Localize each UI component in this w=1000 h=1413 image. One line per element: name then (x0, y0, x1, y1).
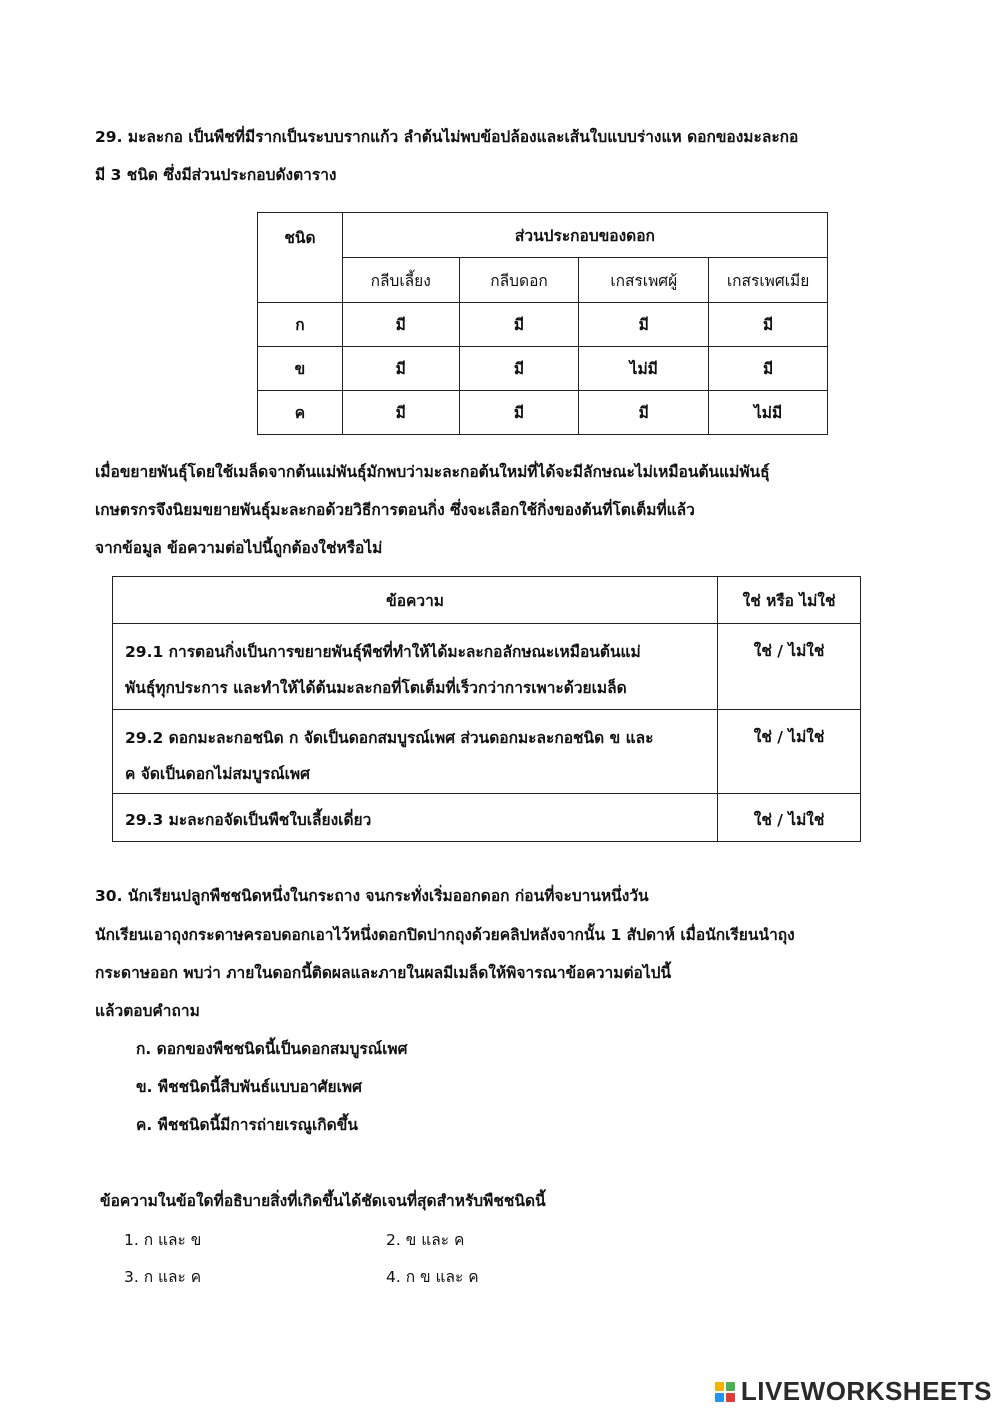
logo-blocks-icon (715, 1382, 735, 1402)
statement-cell (113, 624, 718, 710)
subheader-sepal: กลีบเลี้ยง (342, 258, 459, 303)
q30-statement-c: ค. พืชชนิดนี้มีการถ่ายเรณูเกิดขึ้น (136, 1116, 358, 1134)
q29-after-line2: เกษตรกรจึงนิยมขยายพันธุ์มะละกอด้วยวิธีการตอนกิ่ง ซึ่งจะเลือกใช้กิ่งของต้นที่โตเต็มที่แล้ว (95, 501, 695, 519)
table-cell: มี (342, 391, 459, 435)
q29-after-line3: จากข้อมูล ข้อความต่อไปนี้ถูกต้องใช่หรือไม่ (95, 539, 383, 557)
table-row (113, 710, 861, 794)
row-type: ก (258, 303, 343, 347)
statement-line: 29.2 ดอกมะละกอชนิด ก จัดเป็นดอกสมบูรณ์เพศ ส่วนดอกมะละกอชนิด ข และ (125, 729, 654, 747)
row-type: ค (258, 391, 343, 435)
table-cell: มี (459, 347, 579, 391)
statement-line: พันธุ์ทุกประการ และทำให้ได้ต้นมะละกอที่โตเต็มที่เร็วกว่าการเพาะด้วยเมล็ด (125, 679, 627, 697)
answer-choice[interactable]: ใช่ / ไม่ใช่ (718, 710, 861, 794)
liveworksheets-logo (715, 1376, 992, 1407)
header-statement: ข้อความ (113, 577, 718, 624)
q29-intro-line2: มี 3 ชนิด ซึ่งมีส่วนประกอบดังตาราง (95, 166, 337, 184)
table-row (113, 624, 861, 710)
logo-block (715, 1393, 724, 1402)
logo-block (726, 1382, 735, 1391)
table-row (258, 303, 828, 347)
table-cell: มี (709, 303, 828, 347)
table-cell: มี (459, 303, 579, 347)
q30-line3: กระดาษออก พบว่า ภายในดอกนี้ติดผลและภายในผลมีเมล็ดให้พิจารณาข้อความต่อไปนี้ (95, 964, 672, 982)
answer-choice[interactable]: ใช่ / ไม่ใช่ (718, 794, 861, 842)
statement-cell (113, 710, 718, 794)
table-cell: ไม่มี (579, 347, 709, 391)
table-row (258, 347, 828, 391)
q30-question: ข้อความในข้อใดที่อธิบายสิ่งที่เกิดขึ้นได้ชัดเจนที่สุดสำหรับพืชชนิดนี้ (100, 1192, 546, 1210)
statement-cell: 29.3 มะละกอจัดเป็นพืชใบเลี้ยงเดี่ยว (113, 794, 718, 842)
subheader-petal: กลีบดอก (459, 258, 579, 303)
logo-text: LIVEWORKSHEETS (740, 1376, 992, 1406)
table-cell: มี (709, 347, 828, 391)
table-row (113, 794, 861, 842)
q29-intro-line1: 29. มะละกอ เป็นพืชที่มีรากเป็นระบบรากแก้ว ลำต้นไม่พบข้อปล้องและเส้นใบแบบร่างแห ดอกของมะละกอ (95, 128, 799, 146)
flower-parts-table (257, 212, 828, 435)
choice-2[interactable]: 2. ข และ ค (386, 1231, 465, 1249)
table-cell: ไม่มี (709, 391, 828, 435)
answer-choice[interactable]: ใช่ / ไม่ใช่ (718, 624, 861, 710)
table-row (258, 391, 828, 435)
table-cell: มี (342, 347, 459, 391)
q30-line1: 30. นักเรียนปลูกพืชชนิดหนึ่งในกระถาง จนกระทั่งเริ่มออกดอก ก่อนที่จะบานหนึ่งวัน (95, 887, 649, 905)
q30-statement-a: ก. ดอกของพืชชนิดนี้เป็นดอกสมบูรณ์เพศ (136, 1040, 408, 1058)
logo-block (726, 1393, 735, 1402)
table-cell: มี (579, 303, 709, 347)
choice-3[interactable]: 3. ก และ ค (124, 1268, 202, 1286)
table-cell: มี (579, 391, 709, 435)
statement-line: ค จัดเป็นดอกไม่สมบูรณ์เพศ (125, 765, 310, 783)
subheader-pistil: เกสรเพศเมีย (709, 258, 828, 303)
choice-4[interactable]: 4. ก ข และ ค (386, 1268, 479, 1286)
logo-block (715, 1382, 724, 1391)
q30-line2: นักเรียนเอาถุงกระดาษครอบดอกเอาไว้หนึ่งดอกปิดปากถุงด้วยคลิปหลังจากนั้น 1 สัปดาห์ เมื่อนักเรียนนำถุง (95, 926, 795, 944)
header-answer: ใช่ หรือ ไม่ใช่ (718, 577, 861, 624)
q30-line4: แล้วตอบคำถาม (95, 1002, 200, 1020)
table-cell: มี (342, 303, 459, 347)
q29-after-line1: เมื่อขยายพันธุ์โดยใช้เมล็ดจากต้นแม่พันธุ์มักพบว่ามะละกอต้นใหม่ที่ได้จะมีลักษณะไม่เหมือนต้นแม่พันธุ์ (95, 463, 770, 481)
table-cell: มี (459, 391, 579, 435)
subheader-stamen: เกสรเพศผู้ (579, 258, 709, 303)
q30-statement-b: ข. พืชชนิดนี้สืบพันธ์แบบอาศัยเพศ (136, 1078, 362, 1096)
row-type: ข (258, 347, 343, 391)
header-type: ชนิด (258, 213, 343, 303)
choice-1[interactable]: 1. ก และ ข (124, 1231, 202, 1249)
header-flower-parts: ส่วนประกอบของดอก (342, 213, 827, 258)
statements-table (112, 576, 861, 842)
statement-line: 29.1 การตอนกิ่งเป็นการขยายพันธุ์พืชที่ทำให้ได้มะละกอลักษณะเหมือนต้นแม่ (125, 643, 641, 661)
